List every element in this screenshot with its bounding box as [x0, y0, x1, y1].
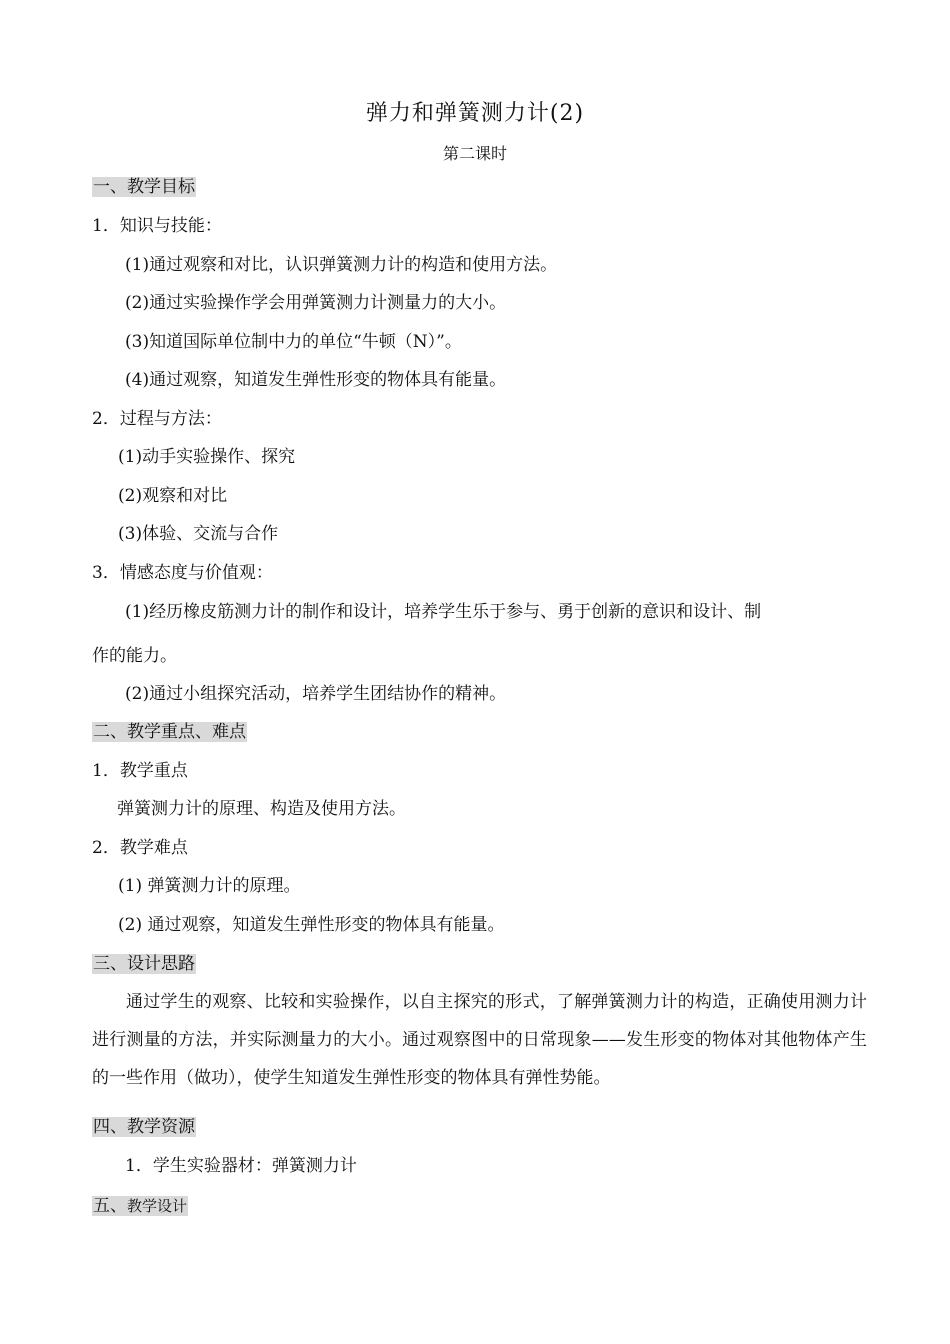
document-subtitle: 第二课时	[442, 144, 507, 163]
difficulty-1: (1) 弹簧测力计的原理。	[118, 876, 301, 896]
section-heading-design-idea	[92, 953, 196, 975]
difficulty-heading: 2．教学难点	[92, 838, 188, 858]
section-heading-resources	[92, 1116, 196, 1138]
section-heading-objectives	[92, 176, 196, 198]
objective-1-1: (1)通过观察和对比，认识弹簧测力计的构造和使用方法。	[125, 255, 558, 275]
objective-1-4: (4)通过观察，知道发生弹性形变的物体具有能量。	[125, 370, 507, 390]
objective-3-2: (2)通过小组探究活动，培养学生团结协作的精神。	[125, 684, 507, 704]
section-heading-key-points	[92, 721, 247, 743]
objective-3-1b: 作的能力。	[92, 646, 177, 666]
section-heading-label: 教学设计	[127, 1197, 188, 1215]
section-heading-teaching-design	[92, 1195, 188, 1217]
objective-attitudes-values: 3．情感态度与价值观：	[92, 563, 273, 583]
section-heading-number: 五、	[93, 1196, 127, 1216]
objective-process-methods: 2．过程与方法：	[92, 409, 222, 429]
section-heading-label: 一、教学目标	[93, 177, 195, 197]
objective-1-2: (2)通过实验操作学会用弹簧测力计测量力的大小。	[125, 293, 507, 313]
objective-1-3: (3)知道国际单位制中力的单位“牛顿（N）”。	[125, 332, 462, 352]
objective-3-1a: (1)经历橡皮筋测力计的制作和设计，培养学生乐于参与、勇于创新的意识和设计、制	[125, 602, 762, 622]
document-title: 弹力和弹簧测力计(2)	[365, 101, 585, 126]
objective-2-2: (2)观察和对比	[118, 486, 228, 506]
objective-2-1: (1)动手实验操作、探究	[118, 447, 296, 467]
resource-item-1: 1．学生实验器材：弹簧测力计	[125, 1156, 357, 1176]
objective-knowledge-skills: 1．知识与技能：	[92, 216, 222, 236]
section-heading-label: 三、设计思路	[93, 954, 195, 974]
key-point-text: 弹簧测力计的原理、构造及使用方法。	[117, 799, 406, 819]
section-heading-label: 二、教学重点、难点	[93, 722, 246, 742]
section-heading-label: 四、教学资源	[93, 1117, 195, 1137]
design-idea-paragraph: 通过学生的观察、比较和实验操作，以自主探究的形式，了解弹簧测力计的构造，正确使用测力计进行测量的方法，并实际测量力的大小。通过观察图中的日常现象——发生形变的物体对其他物体产生的一些作用（做功），使学生知道发生弹性形变的物体具有弹性势能。	[92, 992, 867, 1088]
objective-2-3: (3)体验、交流与合作	[118, 524, 279, 544]
difficulty-2: (2) 通过观察，知道发生弹性形变的物体具有能量。	[118, 915, 505, 935]
key-point-heading: 1．教学重点	[92, 761, 188, 781]
